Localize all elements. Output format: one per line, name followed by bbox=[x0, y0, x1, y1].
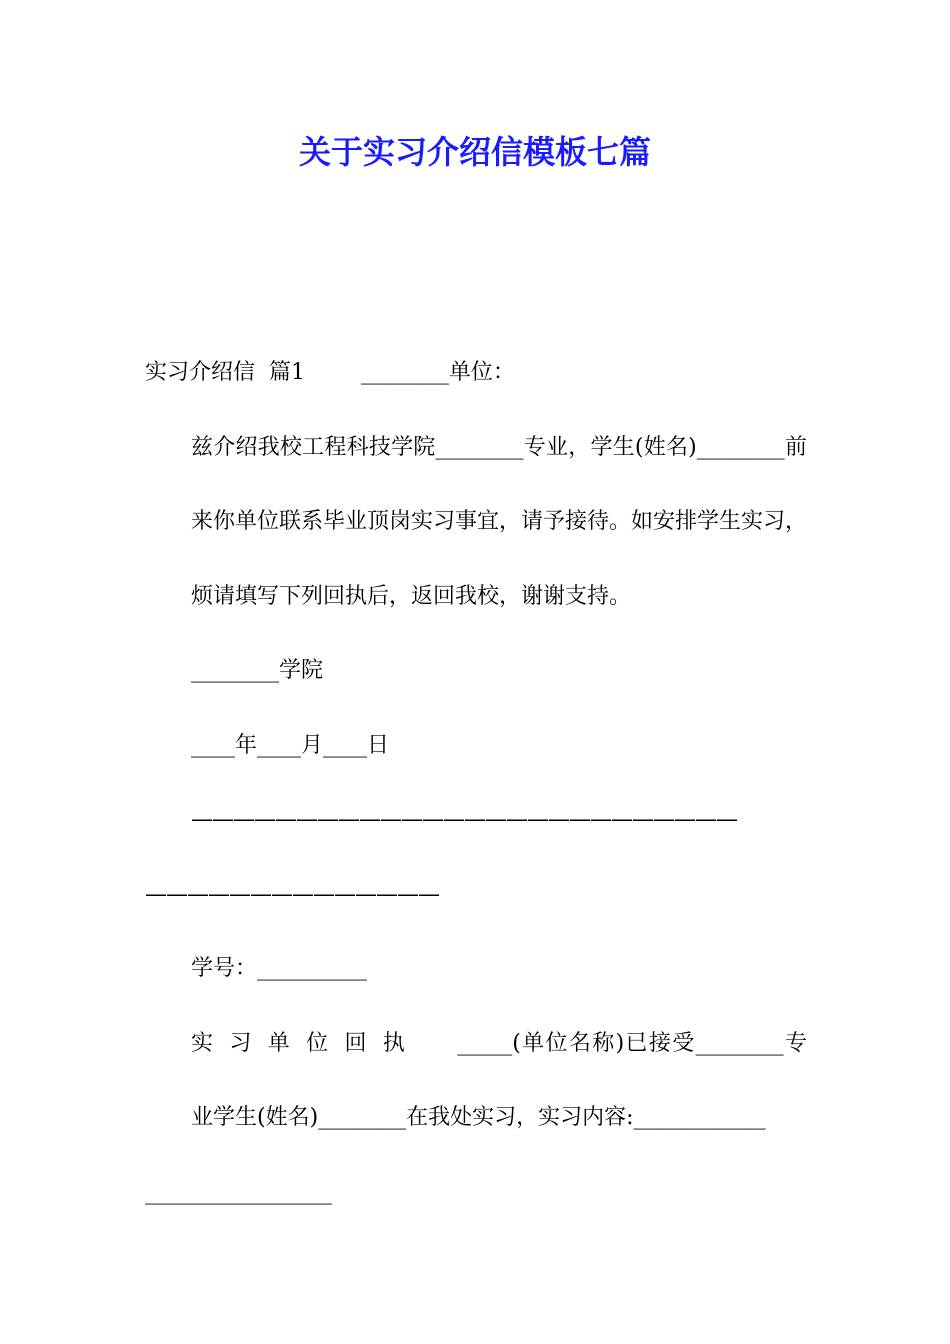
page-title: 关于实习介绍信模板七篇 bbox=[298, 133, 651, 171]
letter-heading: 实习介绍信 篇1 ________单位： bbox=[145, 360, 515, 385]
letter-body bbox=[145, 336, 807, 1230]
receipt-text: _____(单位名称)已接受________专业学生(姓名)________在我处实习，实习内容:____________ bbox=[191, 1030, 807, 1130]
college-line: ________学院 bbox=[191, 658, 324, 683]
receipt-paragraph bbox=[145, 1007, 807, 1156]
intro-paragraph: 兹介绍我校工程科技学院________专业，学生(姓名)________前来你单位联系毕业顶岗实习事宜，请予接待。如安排学生实习， 烦请填写下列回执后，返回我校，谢谢支持。 bbox=[191, 434, 808, 609]
receipt-tail-line: _________________ bbox=[145, 1179, 332, 1205]
student-id-line: 学号：__________ bbox=[191, 956, 368, 981]
separator-line-1: —————————————————————————— bbox=[191, 807, 737, 832]
receipt-label: 实习单位回执 bbox=[191, 1030, 422, 1056]
separator-line-2: —————————————— bbox=[145, 881, 439, 907]
date-line: ____年____月____日 bbox=[191, 732, 390, 758]
